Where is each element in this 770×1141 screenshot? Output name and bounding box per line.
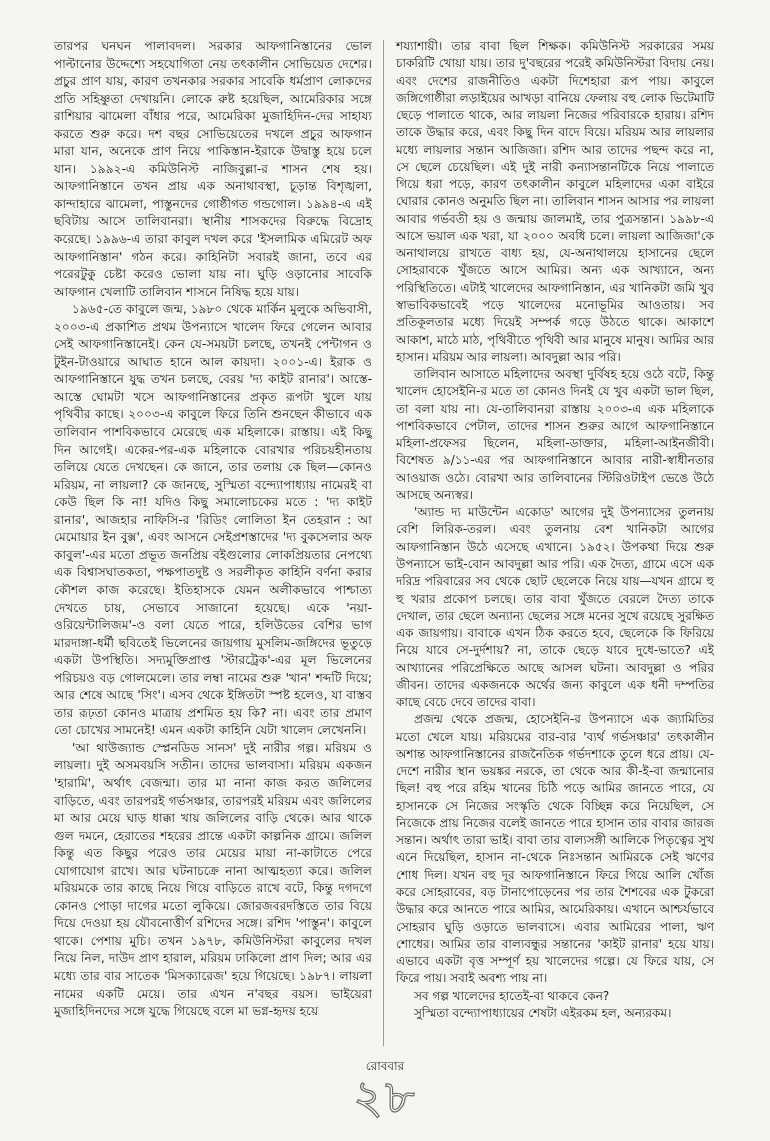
article-left-column bbox=[54, 38, 372, 1021]
left-paragraph-3: 'আ থাউজ্যান্ড স্প্লেনডিড সানস' দুই নারীর গল্প। মরিয়ম ও লায়লা। দুই অসমবয়সি সতীন। তাদের ভালবাসা। মরিয়ম একজন 'হারামি', অর্থাৎ বেজন্মা। তার মা নানা কাজ করত জলিলের বাড়িতে, এবং তারপরই গর্ভসঞ্চার, তারপরই মরিয়ম এবং জলিলের মা আর মেয়ে ঘাড় ধাক্কা খায় জলিলের বাড়ি থেকে। আর থাকে গুল দমনে, হেরাতের শহরের প্রান্তে একটা কাল্পনিক গ্রামে। জলিল কিন্তু এত কিছুর পরেও তার মেয়ের মায়া না-কাটাতে পেরে যোগাযোগ রাখে। আর ঘটনাচক্রে নানা আত্মহত্যা করে। জলিল মরিয়মকে তার কাছে নিয়ে গিয়ে বাড়িতে রাখে বটে, কিন্তু দগদগে কোনও পোড়া দাগের মতো লুকিয়ে। জোরজবরদস্তিতে তার বিয়ে দিয়ে দেওয়া হয় যৌবনোত্তীর্ণ রশিদের সঙ্গে। রশিদ 'পাস্তুন'। কাবুলে থাকে। পেশায় মুচি। তখন ১৯৭৮, কমিউনিস্টরা কাবুলের দখল নিয়ে নিল, দাউদ প্রাণ হারাল, মরিয়ম ঢাকিলো প্রাণ দিল; আর এর মধ্যে তার বার সাতেক 'মিসক্যারেজ' হয়ে গিয়েছে। ১৯৮৭। লায়লা নামের একটি মেয়ে। তার এখন ন'বছর বয়স। ভাইয়েরা মুজাহিদিনদের সঙ্গে যুদ্ধে গিয়েছে বলে মা ভগ্ন-হৃদয় হয়ে bbox=[54, 740, 372, 1019]
right-paragraph-3: 'অ্যান্ড দ্য মাউন্টেন একোড' আগের দুই উপন্যাসের তুলনায় বেশি লিরিক-তরল। এবং তুলনায় বেশ খানিকটা আগের আফগানিস্তান উঠে এসেছে এখানে। ১৯৫২। উপকথা দিয়ে শুরু উপন্যাসে ভাই-বোন আবদুল্লা আর পরি। এক দৈত্য, গ্রামে এসে এক দরিদ্র পরিবারের সব থেকে ছোট ছেলেকে নিয়ে যায়—যখন গ্রামে হু হু খরার প্রকোপ চলছে। তার বাবা খুঁজতে বেরলে দৈত্য তাকে দেখাল, তার ছেলে অন্যান্য ছেলের সঙ্গে মনের সুখে রয়েছে সুরক্ষিত এক জায়গায়। বাবাকে এখন ঠিক করতে হবে, ছেলেকে কি ফিরিয়ে নিয়ে যাবে সে-দুর্দশায়? না, তাকে ছেড়ে যাবে দুধে-ভাতে? এই আখ্যানের পরিপ্রেক্ষিতে আছে আসল ঘটনা। আবদুল্লা ও পরির জীবন। তাদের একজনকে অর্থের জন্য কাবুলে এক ধনী দম্পতির কাছে বেচে দেবে তাদের বাবা। bbox=[396, 505, 714, 710]
right-paragraph-1: শয্যাশায়ী। তার বাবা ছিল শিক্ষক। কমিউনিস্ট সরকারের সময় চাকরিটি খোয়া যায়। তার দু'বছরের পরেই কমিউনিস্টরা বিদায় নেয়। এবং দেশের রাজনীতিও একটা দিশেহারা রূপ পায়। কাবুলে জঙ্গিগোষ্ঠীরা লড়াইয়ের আখড়া বানিয়ে ফেলায় বহু লোক ভিটেমাটি ছেড়ে পালাতে থাকে, আর লায়লা নিজের পরিবারকে হারায়। রশিদ তাকে উদ্ধার করে, এবং কিছু দিন বাদে বিয়ে। মরিয়ম আর লায়লার মধ্যে লায়লার সন্তান আজিজা। রশিদ আর তাদের পছন্দ করে না, সে ছেলে চেয়েছিল। এই দুই নারী কন্যাসন্তানটিকে নিয়ে পালাতে গিয়ে ধরা পড়ে, কারণ তৎকালীন কাবুলে মহিলাদের একা বাইরে ঘোরার কোনও অনুমতি ছিল না। তালিবান শাসন আসার পর লায়লা আবার গর্ভবতী হয় ও জন্মায় জালমাই, তার পুত্রসন্তান। ১৯৯৮-এ আসে ভয়াল এক খরা, যা ২০০০ অবধি চলে। লায়লা আজিজা'কে অনাথালয়ে রাখতে বাধ্য হয়, যে-অনাথালয়ে হাসানের ছেলে সোহরাবকে খুঁজতে আসে আমির। অন্য এক আখ্যানে, অন্য পরিস্থিতিতে। এটাই খালেদের আফগানিস্তান, এর খানিকটা জমি খুব স্বাভাবিকভাবেই পড়ে খালেদের মনোভূমির আওতায়। সব প্রতিকূলতার মধ্যে দিয়েই সম্পর্ক গড়ে উঠতে থাকে। আকাশে আকাশ, মাঠে মাঠ, পৃথিবীতে পৃথিবী আর মানুষে মানুষ। আমির আর হাসান। মরিয়ম আর লায়লা। আবদুল্লা আর পরি। bbox=[396, 39, 714, 364]
page-number: ২৮ bbox=[353, 1070, 417, 1124]
closing-line: সুস্মিতা বন্দ্যোপাধ্যায়ের শেষটা এইরকম হল, অন্যরকম। bbox=[414, 1005, 672, 1020]
right-paragraph-4: প্রজন্ম থেকে প্রজন্ম, হোসেইনি-র উপন্যাসে এক জ্যামিতির মতো খেলে যায়। মরিয়মের বার-বার 'ব্যর্থ গর্ভসঞ্চার' তৎকালীন অশান্ত আফগানিস্তানের রাজনৈতিক গর্ভদশাকে তুলে ধরে প্রায়। যে-দেশে নারীর স্থান ভয়ঙ্কর নরকে, তা থেকে আর কী-ই-বা জন্মানোর ছিল! বহু পরে রহিম খানের চিঠি পড়ে আমির জানতে পারে, যে হাসানকে সে নিজের সংস্কৃতি থেকে বিচ্ছিন্ন করে নিয়েছিল, সে নিজেকে প্রায় নিজের বলেই জানতে পারে হাসান তার বাবার জারজ সন্তান। অর্থাৎ তারা ভাই। বাবা তার বাল্যসঙ্গী আলিকে পিতৃত্বের সুখ এনে দিয়েছিল, হাসান না-থেকে নিঃসন্তান আমিরকে সেই ঋণের শোধ দিল। যখন বহু দূর আফগানিস্তানে ফিরে গিয়ে আলি খোঁজ করে সোহরাবের, বড় টানাপোড়েনের পর তার শৈশবের এক টুকরো উদ্ধার করে আনতে পারে আমির, আমেরিকায়। এখানে আশ্চর্যভাবে সোহরাব ঘুড়ি ওড়াতে ভালবাসে। এবার আমিরের পালা, ঋণ শোধের। আমির তার বাল্যবন্ধুর সন্তানের 'কাইট রানার' হয়ে যায়। এভাবে একটা বৃত্ত সম্পূর্ণ হয় খালেদের গল্পে। যে ফিরে যায়, সে ফিরে পায়। সবাই অবশ্য পায় না। bbox=[396, 712, 714, 986]
magazine-name: রোববার bbox=[365, 1059, 405, 1073]
column-divider bbox=[383, 40, 384, 1046]
right-paragraph-2: তালিবান আসাতে মহিলাদের অবস্থা দুর্বিষহ হয়ে ওঠে বটে, কিন্তু খালেদ হোসেইনি-র মতে তা কোনও দিনই যে খুব একটা ভাল ছিল, তা বলা যায় না। যে-তালিবানরা রাস্তায় ২০০৩-এ এক মহিলাকে পাশবিকভাবে পেটাল, তাদের শাসন শুরুর আগে আফগানিস্তানে মহিলা-প্রফেসর ছিলেন, মহিলা-ডাক্তার, মহিলা-আইনজীবী। বিশেষত ৯/১১-এর পর আফগানিস্তানে আবার নারী-স্বাধীনতার আওয়াজ ওঠে। বোরখা আর তালিবানের স্টিরিওটাইপ ভেঙে উঠে আসছে অন্যস্বর। bbox=[396, 367, 714, 502]
left-paragraph-2: ১৯৬৫-তে কাবুলে জন্ম, ১৯৮০ থেকে মার্কিন মুলুকে অভিবাসী, ২০০৩-এ প্রকাশিত প্রথম উপন্যাসে খালেদ ফিরে গেলেন আবার সেই আফগানিস্তানেই। কেন যে-সময়টা চলছে, তখনই পেন্টাগন ও টুইন-টাওয়ারে আঘাত হানে আল কায়দা। ২০০১-এ। ইরাক ও আফগানিস্তানে যুদ্ধ তখন চলছে, বেরয় 'দ্য কাইট রানার'। আস্তে-আস্তে ঘোমটা খসে আফগানিস্তানের প্রকৃত রূপটা খুলে যায় পৃথিবীর কাছে। ২০০৩-এ কাবুলে ফিরে তিনি শুনছেন কীভাবে এক তালিবান পাশবিকভাবে মেরেছে এক মহিলাকে। রাস্তায়। এই কিছু দিন আগেই। একের-পর-এক মহিলাকে বোরখার পরিচয়হীনতায় তলিয়ে যেতে দেখছেন। কে জানে, তার তলায় কে ছিল—কোনও মরিয়ম, না লায়লা? কে জানছে, সুস্মিতা বন্দ্যোপাধ্যায় নামেরই বা কেউ ছিল কি না! যদিও কিছু সমালোচকের মতে : 'দ্য কাইট রানার', আজহার নাফিসি-র 'রিডিং লোলিতা ইন তেহরান : আ মেমোয়ার ইন বুক্স', এবং আসনে সেইপ্রশস্তাদের 'দ্য বুকসেলার অফ কাবুল'-এর মতো প্রভূত জনপ্রিয় বইগুলোর লোকপ্রিয়তার নেপথ্যে এক বিশ্বাসঘাতকতা, পক্ষপাতদুষ্ট ও সরলীকৃত কাহিনি বর্ণনা করার কৌশল কাজ করেছে। ইতিহাসকে যেমন অলীকভাবে পাশ্চাত্য দেখতে চায়, সেভাবে সাজানো হয়েছে। একে 'নয়া-ওরিয়েন্টালিজম'-ও বলা যেতে পারে, হলিউডের বেশির ভাগ মারদাঙ্গা-ধর্মী ছবিতেই ভিলেনের জায়গায় মুসলিম-জঙ্গিদের ভূতুড়ে একটা উপস্থিতি। সদ্যমুক্তিপ্রাপ্ত 'স্টারট্রেক'-এর মূল ভিলেনের পরিচয়ও বড় গোলমেলে। তার লম্বা নামের শুরু 'খান' শব্দটি দিয়ে; আর শেষে আছে 'সিং'। এসব থেকে ইঙ্গিতটা স্পষ্ট হলেও, যা বাস্তব তার রূঢ়তা কোনও মাত্রায় প্রশমিত হয় কি? না। এবং তার প্রমাণ তো চোখের সামনেই! এমন একটা কাহিনি যেটা খালেদ লেখেননি। bbox=[54, 302, 372, 738]
article-right-column bbox=[396, 38, 714, 1022]
closing-question: সব গল্প খালেদের হাতেই-বা থাকবে কেন? bbox=[414, 988, 610, 1003]
left-paragraph-1: তারপর ঘনঘন পালাবদল। সরকার আফগানিস্তানের ভোল পাল্টানোর উদ্দেশ্যে সহযোগিতা নেয় তৎকালীন সোভিয়েত দেশের। প্রচুর প্রাণ যায়, কারণ তখনকার সরকার সাবেকি ধর্মপ্রাণ লোকদের প্রতি সহিষ্ণুতা দেখায়নি। লোকে রুষ্ট হয়েছিল, আমেরিকার সঙ্গে রাশিয়ার ঝামেলা বাঁধার পরে, আমেরিকা মুজাহিদিন-দের সাহায্য করতে শুরু করে। দশ বছর সোভিয়েতের দখলে প্রচুর আফগান মারা যান, অনেকে প্রাণ নিয়ে পাকিস্তান-ইরাকে উদ্বাস্তু হয়ে চলে যান। ১৯৯২-এ কমিউনিস্ট নাজিবুল্লা-র শাসন শেষ হয়। আফগানিস্তানে তখন প্রায় এক অনাথাবস্থা, চূড়ান্ত বিশৃঙ্খলা, কান্দাহারে ঝামেলা, পাস্তুনদের গোষ্ঠীগত গন্ডগোল। ১৯৯৪-এ এই ছবিটায় আসে তালিবানরা। স্থানীয় শাসকদের বিরুদ্ধে বিদ্রোহ করেছে। ১৯৯৬-এ তারা কাবুল দখল করে 'ইসলামিক এমিরেট অফ আফগানিস্তান' গঠন করে। কাহিনিটা সবারই জানা, তবে এর পরেরটুকু চেষ্টা করেও ভোলা যায় না। ঘুড়ি ওড়ানোর সাবেকি আফগান খেলাটি তালিবান শাসনে নিষিদ্ধ হয়ে যায়। bbox=[54, 39, 372, 299]
